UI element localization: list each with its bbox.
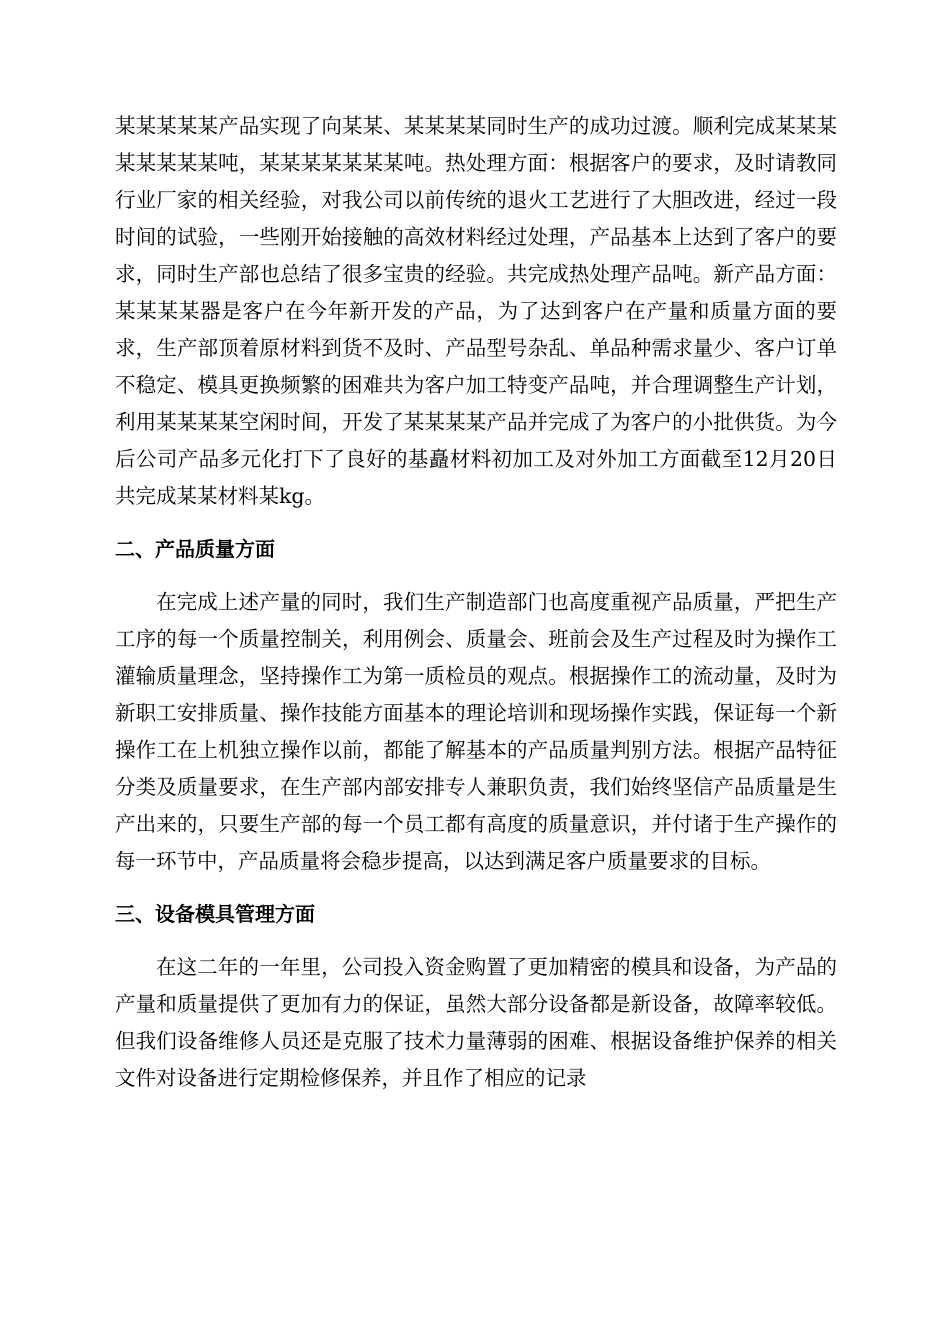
section-heading-equipment-mold: 三、设备模具管理方面: [115, 902, 315, 926]
document-page: [115, 108, 837, 1113]
paragraph-equipment-mold: 在这二年的一年里，公司投入资金购置了更加精密的模具和设备，为产品的产量和质量提供了更加有力的保证，虽然大部分设备都是新设备，故障率较低。但我们设备维修人员还是克服了技术力量薄弱的困难、根据设备维护保养的相关文件对设备进行定期检修保养，并且作了相应的记录: [115, 955, 837, 1090]
paragraph-product-quality: 在完成上述产量的同时，我们生产制造部门也高度重视产品质量，严把生产工序的每一个质量控制关，利用例会、质量会、班前会及生产过程及时为操作工灌输质量理念，坚持操作工为第一质检员的观点。根据操作工的流动量，及时为新职工安排质量、操作技能方面基本的理论培训和现场操作实践，保证每一个新操作工在上机独立操作以前，都能了解基本的产品质量判别方法。根据产品特征分类及质量要求，在生产部内部安排专人兼职负责，我们始终坚信产品质量是生产出来的，只要生产部的每一个员工都有高度的质量意识，并付诸于生产操作的每一环节中，产品质量将会稳步提高，以达到满足客户质量要求的目标。: [115, 590, 837, 873]
section-heading-product-quality: 二、产品质量方面: [115, 537, 275, 561]
paragraph-production-summary: 某某某某某产品实现了向某某、某某某某同时生产的成功过渡。顺利完成某某某某某某某某吨，某某某某某某某吨。热处理方面：根据客户的要求，及时请教同行业厂家的相关经验，对我公司以前传统的退火工艺进行了大胆改进，经过一段时间的试验，一些刚开始接触的高效材料经过处理，产品基本上达到了客户的要求，同时生产部也总结了很多宝贵的经验。共完成热处理产品吨。新产品方面：某某某某器是客户在今年新开发的产品，为了达到客户在产量和质量方面的要求，生产部顶着原材料到货不及时、产品型号杂乱、单品种需求量少、客户订单不稳定、模具更换频繁的困难共为客户加工特变产品吨，并合理调整生产计划，利用某某某某空闲时间，开发了某某某某产品并完成了为客户的小批供货。为今后公司产品多元化打下了良好的基矗材料初加工及对外加工方面截至12月20日共完成某某材料某kg。: [115, 114, 837, 508]
